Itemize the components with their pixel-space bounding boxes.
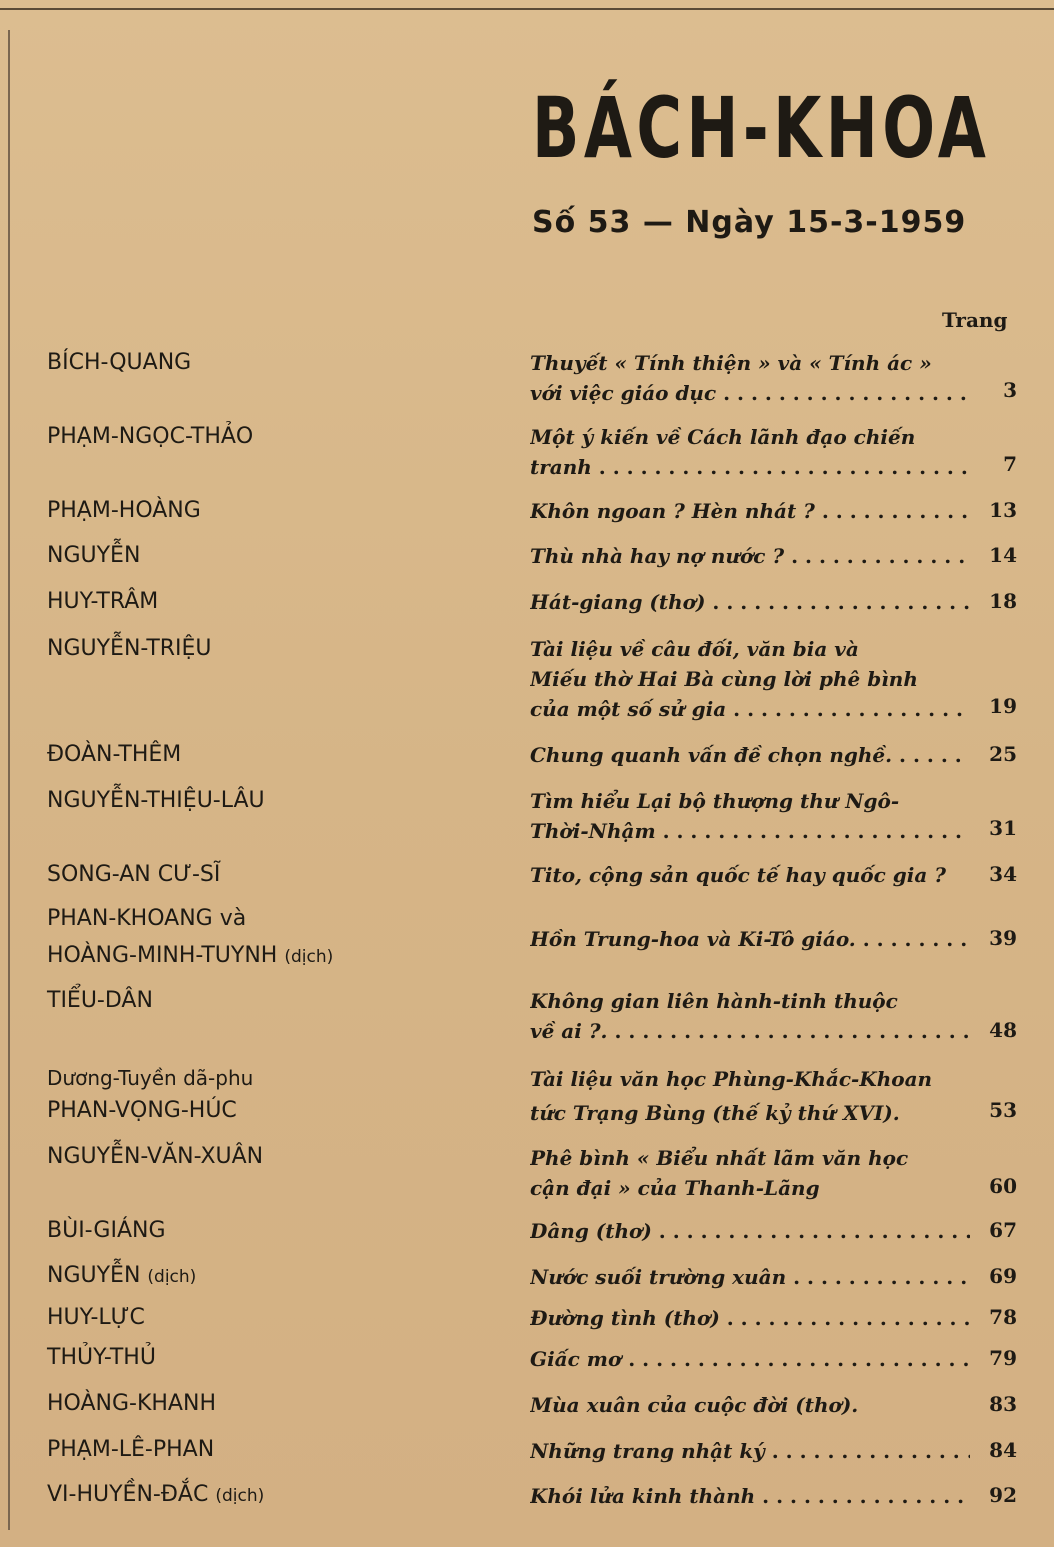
toc-article-title: Mùa xuân của cuộc đời (thơ). — [530, 1393, 859, 1417]
issue-line: Số 53 — Ngày 15-3-1959 — [532, 205, 967, 240]
toc-author: HOÀNG-MINH-TUYNH (dịch) — [47, 943, 334, 968]
toc-article-title: Thuyết « Tính thiện » và « Tính ác » với việc giáo dục . . . — [530, 348, 970, 408]
left-rule — [8, 30, 10, 1530]
toc-page-number: 7 — [1003, 452, 1017, 476]
toc-article-title: Phê bình « Biểu nhất lãm văn học cận đại » của Thanh-Lãng — [530, 1146, 909, 1200]
top-rule — [0, 8, 1054, 10]
toc-author: PHẠM-LÊ-PHAN — [47, 1437, 215, 1462]
toc-author: NGUYỄN-TRIỆU — [47, 636, 212, 661]
toc-page-number: 3 — [1003, 378, 1017, 402]
toc-author: HOÀNG-KHANH — [47, 1391, 216, 1416]
toc-author: THỦY-THỦ — [47, 1345, 156, 1370]
toc-article-title: Hát-giang (thơ) . . . — [530, 587, 970, 617]
page-column-label: Trang — [942, 308, 1008, 332]
magazine-title: BÁCH-KHOA — [532, 79, 991, 177]
toc-article-title: Những trang nhật ký . . . — [530, 1436, 970, 1466]
toc-author: HUY-TRÂM — [47, 589, 159, 614]
toc-author: TIỂU-DÂN — [47, 988, 153, 1013]
toc-article-title: Chung quanh vấn đề chọn nghề. . . . — [530, 740, 970, 770]
toc-article-title: Tài liệu văn học Phùng-Khắc-Khoan tức Trạng Bùng (thế kỷ thứ XVI). — [530, 1067, 933, 1125]
toc-author: PHẠM-NGỌC-THẢO — [47, 424, 254, 449]
toc-author: Dương-Tuyền dã-phu — [47, 1066, 254, 1090]
toc-page-number: 78 — [989, 1305, 1017, 1329]
toc-page-number: 67 — [989, 1218, 1017, 1242]
toc-page-number: 25 — [989, 742, 1017, 766]
toc-page-number: 31 — [989, 816, 1017, 840]
toc-page-number: 84 — [989, 1438, 1017, 1462]
toc-page-number: 92 — [989, 1483, 1017, 1507]
toc-author: NGUYỄN-VĂN-XUÂN — [47, 1144, 264, 1169]
toc-page-number: 13 — [989, 498, 1017, 522]
toc-article-title: Không gian liên hành-tinh thuộc về ai ?. . . . — [530, 986, 970, 1046]
toc-article-title: Dâng (thơ) . . . — [530, 1216, 970, 1246]
toc-page-number: 60 — [989, 1174, 1017, 1198]
toc-author: BÙI-GIÁNG — [47, 1218, 166, 1243]
toc-author: ĐOÀN-THÊM — [47, 742, 182, 767]
toc-author: SONG-AN CƯ-SĨ — [47, 862, 221, 887]
toc-author: PHAN-VỌNG-HÚC — [47, 1098, 237, 1123]
toc-author: PHAN-KHOANG và — [47, 906, 247, 931]
toc-author: HUY-LỰC — [47, 1305, 145, 1330]
toc-article-title: Tài liệu về câu đối, văn bia và Miếu thờ Hai Bà cùng lời phê bình của một số sử gia . . . — [530, 634, 970, 724]
toc-article-title: Một ý kiến về Cách lãnh đạo chiến tranh . . . — [530, 422, 970, 482]
toc-page-number: 79 — [989, 1346, 1017, 1370]
toc-article-title: Khói lửa kinh thành . . . — [530, 1481, 970, 1511]
toc-article-title: Thù nhà hay nợ nước ? . . . — [530, 541, 970, 571]
toc-author: NGUYỄN — [47, 543, 141, 568]
toc-author: BÍCH-QUANG — [47, 350, 192, 375]
toc-page-number: 19 — [989, 694, 1017, 718]
toc-author: PHẠM-HOÀNG — [47, 498, 201, 523]
toc-article-title: Tito, cộng sản quốc tế hay quốc gia ? — [530, 863, 946, 887]
toc-article-title: Giấc mơ . . . — [530, 1344, 970, 1374]
toc-article-title: Đường tình (thơ) . . . — [530, 1303, 970, 1333]
toc-article-title: Nước suối trường xuân . . . — [530, 1262, 970, 1292]
toc-article-title: Tìm hiểu Lại bộ thượng thư Ngô- Thời-Nhậm . . . — [530, 786, 970, 846]
toc-page-number: 18 — [989, 589, 1017, 613]
toc-article-title: Khôn ngoan ? Hèn nhát ? . . . — [530, 496, 970, 526]
toc-page-number: 14 — [989, 543, 1017, 567]
toc-author: NGUYỄN-THIỆU-LÂU — [47, 788, 265, 813]
toc-author: VI-HUYỀN-ĐẮC (dịch) — [47, 1482, 265, 1507]
toc-author: NGUYỄN (dịch) — [47, 1263, 197, 1288]
toc-page-number: 39 — [989, 926, 1017, 950]
toc-article-title: Hồn Trung-hoa và Ki-Tô giáo. . . . — [530, 924, 970, 954]
toc-page-number: 34 — [989, 862, 1017, 886]
toc-page-number: 53 — [989, 1098, 1017, 1122]
toc-page-number: 48 — [989, 1018, 1017, 1042]
toc-page-number: 83 — [989, 1392, 1017, 1416]
toc-page-number: 69 — [989, 1264, 1017, 1288]
